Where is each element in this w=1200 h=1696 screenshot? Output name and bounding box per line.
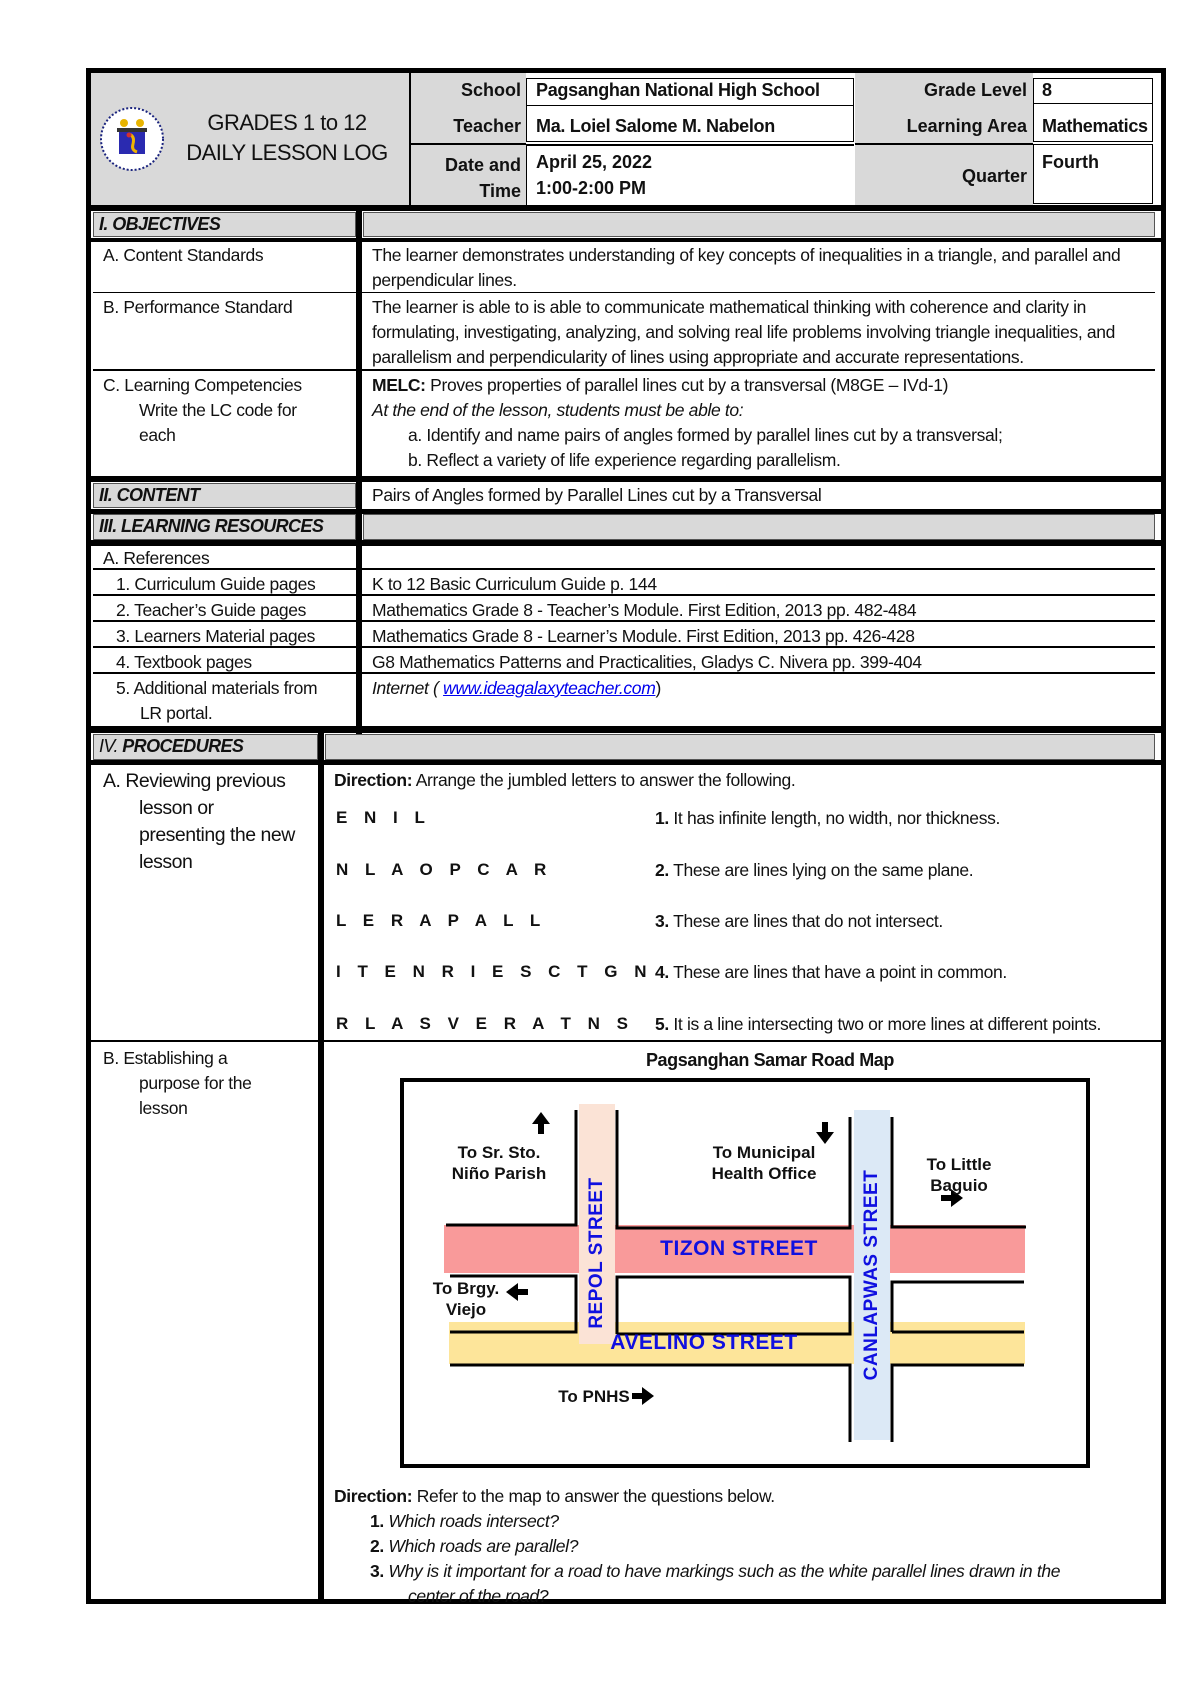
teacher-label: Teacher <box>453 116 521 136</box>
resource-label: 3. Learners Material pages <box>116 626 316 646</box>
clue-text: These are lines that do not intersect. <box>668 911 943 931</box>
objective-a: a. Identify and name pairs of angles formed by parallel lines cut by a transversal; <box>408 425 1003 445</box>
resources-heading-right <box>363 514 1155 540</box>
map-direction <box>334 1484 775 1509</box>
objectives-heading: I. OBJECTIVES <box>99 214 221 234</box>
jumbled-clue <box>655 909 943 934</box>
clue-number: 1. <box>655 808 669 828</box>
road-map <box>400 1078 1090 1468</box>
clue-number: 5. <box>655 1014 669 1034</box>
internet-prefix: Internet ( <box>372 678 444 698</box>
jumbled-clue <box>655 858 973 883</box>
reviewing-label-1: A. Reviewing previous <box>103 770 286 792</box>
jumbled-clue <box>655 806 1000 831</box>
to-health-1: To Municipal <box>712 1143 816 1162</box>
question-number: 1. <box>370 1511 384 1531</box>
jumble-direction-text: Arrange the jumbled letters to answer the following. <box>412 770 796 790</box>
header-divider-right <box>855 143 1033 145</box>
repol-street-label: REPOL STREET <box>586 1177 607 1329</box>
objectives-end-rule <box>91 476 1161 482</box>
map-title: Pagsanghan Samar Road Map <box>645 1050 895 1070</box>
references-row <box>93 546 1155 570</box>
establishing-label-2: purpose for the <box>139 1073 252 1093</box>
establishing-label <box>103 1046 251 1121</box>
resource-label: 4. Textbook pages <box>116 652 252 672</box>
clue-number: 2. <box>655 860 669 880</box>
jumble-direction <box>334 768 795 793</box>
map-question <box>370 1559 1160 1584</box>
additional-label-2: LR portal. <box>140 703 213 723</box>
additional-materials-label <box>116 676 317 726</box>
date-value: April 25, 2022 <box>536 152 653 172</box>
references-label: A. References <box>103 548 210 568</box>
clue-number: 4. <box>655 962 669 982</box>
learning-competencies-text <box>372 373 1160 473</box>
reviewing-label <box>103 768 295 876</box>
establishing-label-3: lesson <box>139 1098 188 1118</box>
arrow-down-icon <box>816 1122 834 1144</box>
teacher-value: Ma. Loiel Salome M. Nabelon <box>536 116 775 136</box>
quarter-value: Fourth <box>1042 152 1099 172</box>
learning-area-label: Learning Area <box>906 116 1027 136</box>
col-divider-procedures <box>318 730 324 1602</box>
map-question <box>370 1534 1160 1559</box>
arrow-left-icon-viejo <box>506 1283 528 1301</box>
to-baguio-2: Baguio <box>930 1176 988 1195</box>
lc-label-1: C. Learning Competencies <box>103 375 302 395</box>
learning-area-value: Mathematics <box>1042 116 1148 136</box>
to-pnhs-label: To PNHS <box>558 1387 630 1406</box>
establishing-label-1: B. Establishing a <box>103 1048 228 1068</box>
resources-heading: III. LEARNING RESOURCES <box>99 516 324 536</box>
to-baguio-1: To Little <box>926 1155 992 1174</box>
clue-text: It has infinite length, no width, nor thickness. <box>668 808 1001 828</box>
to-viejo-label <box>426 1278 506 1320</box>
avelino-street-label: AVELINO STREET <box>610 1331 798 1354</box>
resource-value: Mathematics Grade 8 - Teacher’s Module. First Edition, 2013 pp. 482-484 <box>372 600 917 620</box>
to-baguio-label <box>909 1154 1009 1196</box>
map-direction-bold: Direction: <box>334 1486 413 1506</box>
header-bottom-rule <box>91 205 1161 211</box>
procedures-rule <box>91 760 1161 765</box>
question-number: 3. <box>370 1561 384 1581</box>
content-standards-label: A. Content Standards <box>103 245 264 265</box>
internet-reference <box>372 676 661 701</box>
resource-label: 2. Teacher’s Guide pages <box>116 600 307 620</box>
content-text: Pairs of Angles formed by Parallel Lines cut by a Transversal <box>372 485 822 505</box>
jumbled-word: N L A O P C A R <box>336 860 553 879</box>
map-questions <box>370 1509 1160 1609</box>
deped-seal-icon <box>99 106 165 172</box>
jumbled-word: E N I L <box>336 808 431 827</box>
content-heading: II. CONTENT <box>99 485 200 505</box>
to-parish-2: Niño Parish <box>451 1164 547 1183</box>
lc-label-2: Write the LC code for <box>139 400 297 420</box>
datetime-label <box>409 152 521 204</box>
melc-bold: MELC: <box>372 375 426 395</box>
end-lesson-line: At the end of the lesson, students must be able to: <box>372 400 744 420</box>
procedures-roman: IV. <box>99 736 118 756</box>
clue-text: It is a line intersecting two or more lines at different points. <box>668 1014 1102 1034</box>
form-title-line2: DAILY LESSON LOG <box>186 140 388 165</box>
procedures-heading <box>99 736 243 757</box>
jumbled-clue <box>655 960 1007 985</box>
question-text: Which roads are parallel? <box>383 1536 579 1556</box>
jumble-direction-bold: Direction: <box>334 770 413 790</box>
performance-standard-label: B. Performance Standard <box>103 297 293 317</box>
ideagalaxy-link[interactable]: www.ideagalaxyteacher.com <box>443 678 656 698</box>
map-direction-text: Refer to the map to answer the questions below. <box>412 1486 775 1506</box>
resource-value: Mathematics Grade 8 - Learner’s Module. First Edition, 2013 pp. 426-428 <box>372 626 915 646</box>
tizon-street-label: TIZON STREET <box>660 1237 818 1260</box>
procedures-heading-text: PROCEDURES <box>122 736 244 756</box>
grade-value: 8 <box>1042 80 1053 100</box>
melc-line <box>372 373 1160 398</box>
learning-competencies-label <box>103 373 302 448</box>
map-question-continued: center of the road? <box>408 1586 549 1606</box>
content-standards-text: The learner demonstrates understanding of key concepts of inequalities in a triangle, and parallel and perpendicular lines. <box>372 245 1121 290</box>
reviewing-label-3: presenting the new <box>139 824 295 846</box>
canlapwas-street-label: CANLAPWAS STREET <box>861 1169 882 1381</box>
resources-end-rule <box>91 726 1161 733</box>
performance-standard-text: The learner is able to is able to communicate mathematical thinking with coherence and clarity in formulating, investigating, analyzing, and solving real life problems involving triangle inequalities, and parallelism and perpendicularity of lines using appropriate and accurate representations. <box>372 297 1116 367</box>
road-map-drawing <box>404 1082 1086 1464</box>
clue-number: 3. <box>655 911 669 931</box>
to-parish-1: To Sr. Sto. <box>457 1143 541 1162</box>
reviewing-end-rule <box>91 1040 1161 1042</box>
procedures-heading-right <box>325 734 1155 760</box>
objectives-heading-right <box>363 212 1155 237</box>
to-viejo-1: To Brgy. <box>432 1279 500 1298</box>
jumbled-clue <box>655 1012 1101 1037</box>
to-parish-label <box>444 1142 554 1184</box>
grade-level-label: Grade Level <box>923 80 1027 100</box>
datetime-label-1: Date and <box>444 155 521 175</box>
reviewing-label-4: lesson <box>139 851 193 873</box>
internet-suffix: ) <box>655 678 661 698</box>
resource-value: K to 12 Basic Curriculum Guide p. 144 <box>372 574 657 594</box>
additional-label-1: 5. Additional materials from <box>116 678 318 698</box>
jumbled-word: L E R A P A L L <box>336 911 547 930</box>
arrow-up-icon <box>532 1112 550 1134</box>
resource-label: 1. Curriculum Guide pages <box>116 574 316 594</box>
clue-text: These are lines that have a point in common. <box>668 962 1007 982</box>
form-title-line1: GRADES 1 to 12 <box>207 110 367 135</box>
jumbled-word: I T E N R I E S C T G N <box>336 962 653 981</box>
clue-text: These are lines lying on the same plane. <box>668 860 974 880</box>
objective-b: b. Reflect a variety of life experience regarding parallelism. <box>408 450 841 470</box>
to-health-2: Health Office <box>711 1164 817 1183</box>
map-question <box>370 1509 1160 1534</box>
to-health-label <box>694 1142 834 1184</box>
school-label: School <box>460 80 521 100</box>
question-text: Which roads intersect? <box>383 1511 559 1531</box>
school-value: Pagsanghan National High School <box>536 80 820 100</box>
arrow-right-icon-pnhs <box>632 1387 654 1405</box>
reviewing-label-2: lesson or <box>139 797 214 819</box>
form-title <box>172 108 402 168</box>
to-viejo-2: Viejo <box>445 1300 487 1319</box>
time-value: 1:00-2:00 PM <box>536 178 647 198</box>
quarter-label: Quarter <box>961 166 1027 186</box>
header-divider-left <box>409 143 526 145</box>
resource-value: G8 Mathematics Patterns and Practicalities, Gladys C. Nivera pp. 399-404 <box>372 652 922 672</box>
lc-label-3: each <box>139 425 176 445</box>
question-number: 2. <box>370 1536 384 1556</box>
melc-text: Proves properties of parallel lines cut by a transversal (M8GE – IVd-1) <box>425 375 949 395</box>
jumbled-word: R L A S V E R A T N S <box>336 1014 634 1033</box>
question-text: Why is it important for a road to have markings such as the white parallel lines drawn in the <box>383 1561 1061 1581</box>
datetime-label-2: Time <box>479 181 521 201</box>
